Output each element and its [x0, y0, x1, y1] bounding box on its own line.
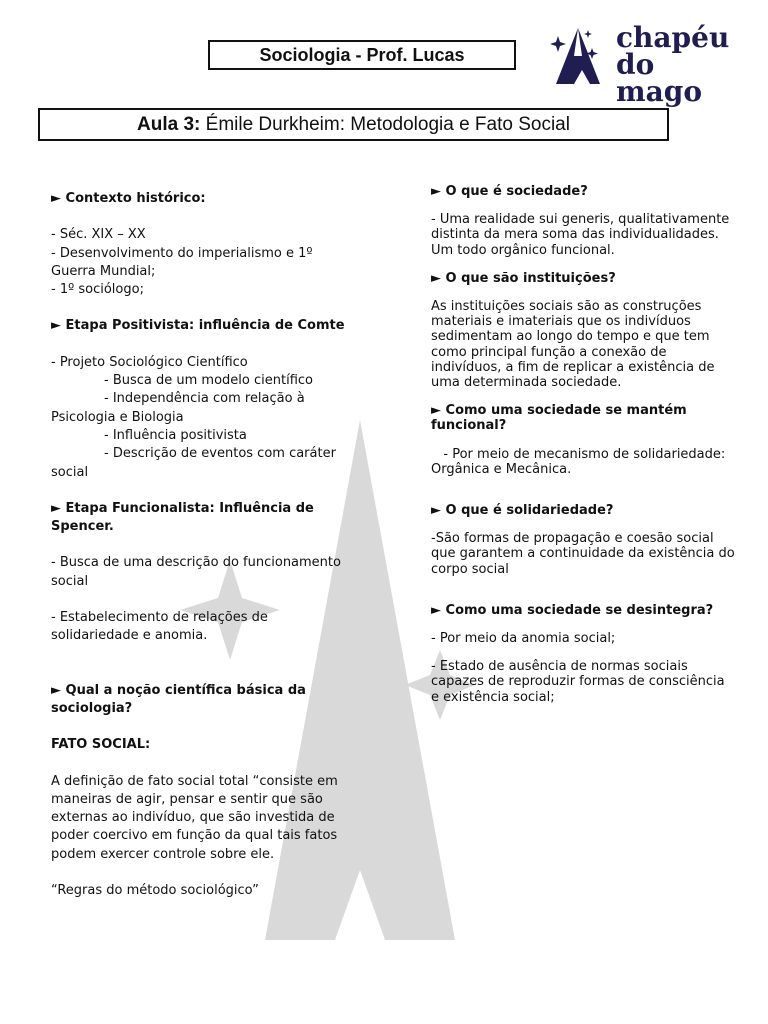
- fato-social-heading: FATO SOCIAL:: [51, 737, 151, 753]
- subject-title: Sociologia - Prof. Lucas: [259, 44, 465, 65]
- list-item: - Busca de uma descrição do funcionamento social: [51, 555, 341, 589]
- fato-social-definition: A definição de fato social total “consiste em maneiras de agir, pensar e sentir que são externas ao indivíduo, que são investida de poder coercivo em função da qual tais fatos podem exercer controle sobre ele.: [51, 773, 338, 862]
- logo-text: [616, 21, 748, 108]
- lesson-title: Émile Durkheim: Metodologia e Fato Social: [205, 113, 570, 135]
- list-item: - Estabelecimento de relações de solidariedade e anomia.: [51, 610, 268, 644]
- list-subitem: - Independência com relação à: [104, 391, 305, 407]
- section-heading-mantem: ► Como uma sociedade se mantém funcional?: [431, 403, 687, 434]
- list-item: - Desenvolvimento do imperialismo e 1º Guerra Mundial;: [51, 245, 313, 279]
- section-heading-funcionalista: ► Etapa Funcionalista: Influência de Spencer.: [51, 500, 314, 535]
- logo-line1: chapéu: [616, 21, 730, 54]
- list-item: - Projeto Sociológico Científico: [51, 354, 248, 370]
- citation-source: “Regras do método sociológico”: [51, 883, 259, 899]
- section-heading-positivista: ► Etapa Positivista: influência de Comte: [51, 318, 345, 334]
- section-heading-contexto: ► Contexto histórico:: [51, 191, 206, 206]
- list-subitem: - Busca de um modelo científico: [104, 373, 313, 389]
- list-item: - Estado de ausência de normas sociais capazes de reproduzir formas de consciência e existência social;: [431, 659, 725, 705]
- section-heading-nocao: ► Qual a noção científica básica da sociologia?: [51, 682, 306, 716]
- brand-logo: [548, 21, 748, 108]
- subject-title-box: [208, 40, 516, 70]
- answer-text: As instituições sociais são as construções materiais e imateriais que os indivíduos sedimentam ao longo do tempo e que tem como principal função a conexão de indivíduos, a fim de replicar a existência de uma determinada sociedade.: [431, 299, 715, 391]
- section-heading-solidariedade: ► O que é solidariedade?: [431, 503, 614, 519]
- list-subitem: - Influência positivista: [104, 427, 247, 443]
- right-column: [431, 184, 736, 705]
- wizard-hat-icon: [548, 26, 612, 88]
- section-heading-desintegra: ► Como uma sociedade se desintegra?: [431, 602, 714, 618]
- answer-text: -São formas de propagação e coesão social que garantem a continuidade da existência do corpo social: [431, 531, 735, 577]
- section-heading-instituicoes: ► O que são instituições?: [431, 270, 616, 286]
- list-item: - Séc. XIX – XX: [51, 227, 146, 243]
- list-subitem: - Descrição de eventos com caráter: [104, 446, 336, 462]
- section-heading-sociedade: ► O que é sociedade?: [431, 184, 588, 199]
- answer-text: - Uma realidade sui generis, qualitativamente distinta da mera soma das individualidades. Um todo orgânico funcional.: [431, 212, 730, 258]
- list-continuation: social: [51, 464, 89, 480]
- lesson-title-box: [38, 108, 669, 141]
- logo-line2: do mago: [616, 48, 703, 108]
- list-continuation: Psicologia e Biologia: [51, 409, 184, 425]
- answer-text: - Por meio de mecanismo de solidariedade: Orgânica e Mecânica.: [431, 446, 730, 477]
- left-column: [51, 190, 356, 900]
- list-item: - Por meio da anomia social;: [431, 631, 616, 647]
- lesson-label: Aula 3:: [137, 113, 201, 135]
- list-item: - 1º sociólogo;: [51, 282, 144, 298]
